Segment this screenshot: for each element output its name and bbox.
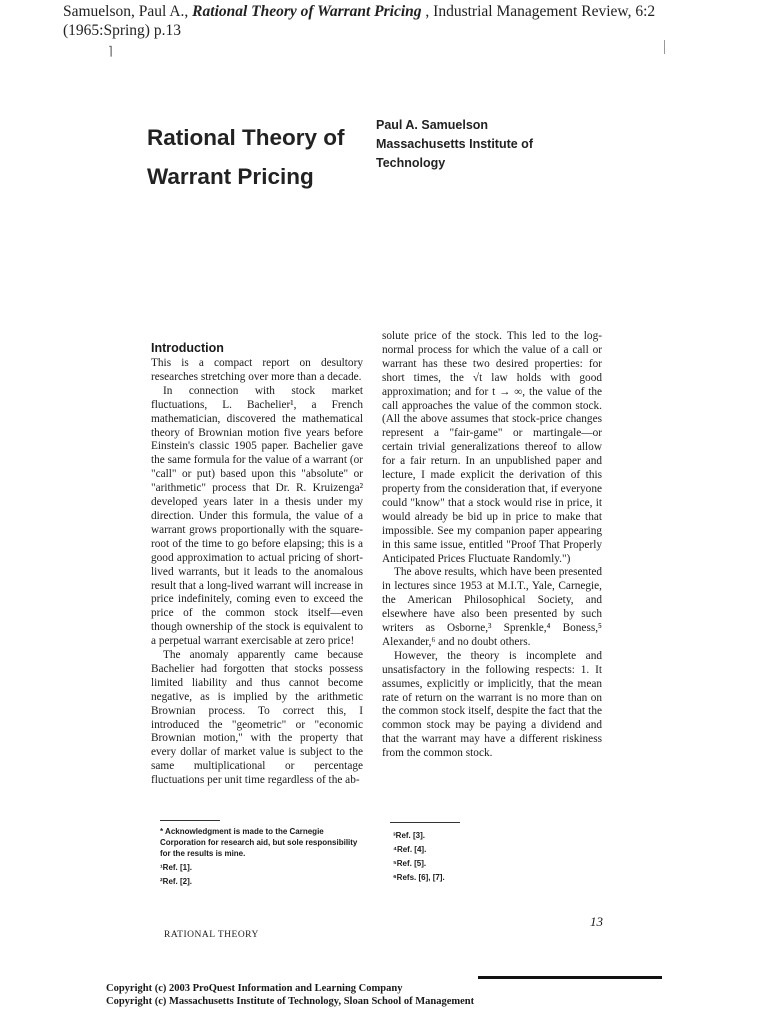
author-name: Paul A. Samuelson: [376, 118, 489, 132]
footnote-rule-left: [160, 820, 220, 821]
citation-source: , Industrial Management Review, 6:2 (1965:Spring) p.13: [63, 3, 656, 39]
paragraph: solute price of the stock. This led to the log-normal process for which the value of a call or warrant has these two desired properties: for short times, the √t law holds with good approximation; and for t → ∞, the value of the call approaches the value of the common stock. (All the above assumes that stock-price changes represent a "fair-game" or martingale—or certain trivial generalizations thereof to allow for a fair return. In an unpublished paper and lecture, I made explicit the derivation of this property from the consideration that, if everyone could "know" that a stock would rise in price, it would already be bid up in price to make that impossible. See my companion paper appearing in this same issue, entitled "Proof That Properly Anticipated Prices Fluctuate Randomly."): [382, 330, 602, 565]
citation-author: Samuelson, Paul A.,: [63, 3, 193, 20]
article-title: Rational Theory of Warrant Pricing: [147, 125, 345, 189]
copyright-rule: [478, 976, 662, 979]
column-left: [151, 340, 363, 788]
footnote: ⁶Refs. [6], [7].: [393, 873, 445, 882]
footnote: ³Ref. [3].: [393, 831, 425, 840]
copyright-block: [106, 982, 474, 1008]
column-right: [382, 330, 602, 761]
footnote: * Acknowledgment is made to the Carnegie Corporation for research aid, but sole responsibility for the results is mine.: [160, 827, 358, 858]
paragraph: However, the theory is incomplete and unsatisfactory in the following respects: 1. It assumes, explicitly or implicitly, that the mean rate of return on the warrant is no more than on the common stock itself, despite the fact that the common stock may be paying a dividend and that the warrant may have a different riskiness from the common stock.: [382, 649, 602, 760]
author-block: [376, 116, 576, 173]
footnote: ⁵Ref. [5].: [393, 859, 427, 868]
page-number: 13: [590, 914, 603, 929]
footnote: ¹Ref. [1].: [160, 863, 192, 872]
citation-header: [63, 2, 683, 40]
paragraph: This is a compact report on desultory researches stretching over more than a decade.: [151, 357, 363, 383]
copyright-line: Copyright (c) 2003 ProQuest Information and Learning Company: [106, 983, 403, 994]
footnotes-left: [160, 826, 370, 890]
paragraph: In connection with stock market fluctuations, L. Bachelier¹, a French mathematician, discovered the mathematical theory of Brownian motion five years before Einstein's classic 1905 paper. Bachelier gave the same formula for the value of a warrant (or "call" or put) based upon this "absolute" or "arithmetic" process that Dr. R. Kruizenga² developed years later in a thesis under my direction. Under this formula, the value of a warrant grows proportionally with the square-root of the time to go before elapsing; this is a good approximation to actual pricing of short-lived warrants, but it leads to the anomalous result that a long-lived warrant will increase in price indefinitely, coming even to exceed the price of the common stock itself—even though ownership of the stock is equivalent to a perpetual warrant exercisable at zero price!: [151, 384, 363, 648]
footnotes-right: [393, 830, 593, 886]
paragraph: The anomaly apparently came because Bachelier had forgotten that stocks possess limited liability and thus cannot become negative, as is implied by the arithmetic Brownian process. To correct this, I introduced the "geometric" or "economic Brownian motion," with the property that every dollar of market value is subject to the same multiplicational or percentage fluctuations per unit time regardless of the ab-: [151, 649, 363, 787]
copyright-line: Copyright (c) Massachusetts Institute of Technology, Sloan School of Management: [106, 996, 475, 1007]
citation-title: Rational Theory of Warrant Pricing: [192, 3, 422, 20]
paragraph: The above results, which have been presented in lectures since 1953 at M.I.T., Yale, Carnegie, the American Philosophical Society, and elsewhere have also been presented by such writers as Osborne,³ Sprenkle,⁴ Boness,⁵ Alexander,⁶ and no doubt others.: [382, 566, 602, 648]
scan-mark: ⌉: [108, 44, 113, 58]
author-affiliation: Massachusetts Institute of Technology: [376, 137, 533, 170]
footnote-rule-right: [390, 822, 460, 823]
scan-edge-line: [664, 40, 665, 54]
footnote: ⁴Ref. [4].: [393, 845, 427, 854]
section-heading: Introduction: [151, 341, 224, 355]
running-head: RATIONAL THEORY: [164, 930, 259, 940]
footnote: ²Ref. [2].: [160, 877, 192, 886]
